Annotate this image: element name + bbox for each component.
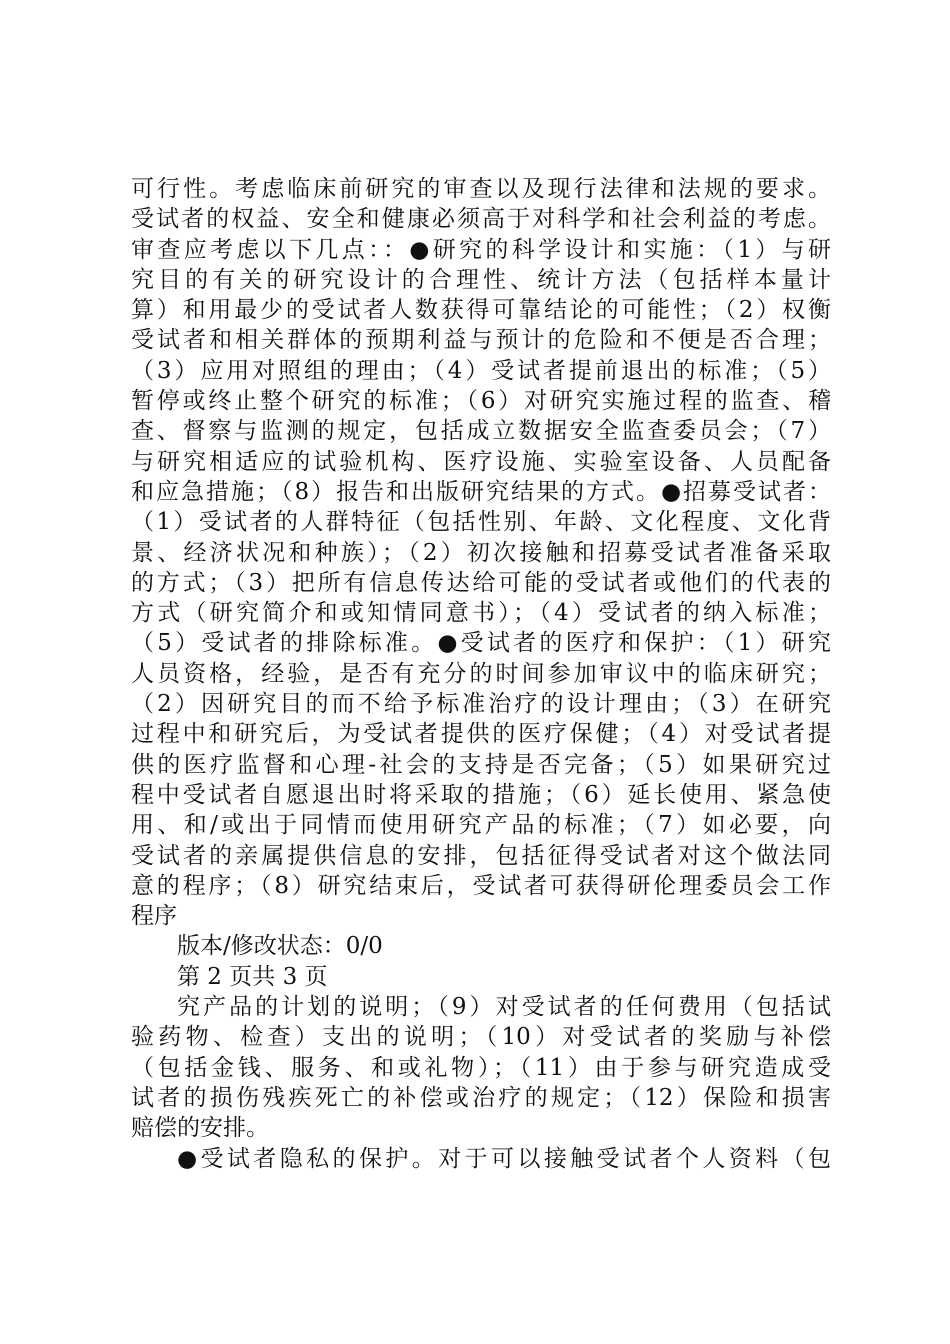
text-line: 算）和用最少的受试者人数获得可靠结论的可能性；（2）权衡 xyxy=(131,297,831,324)
text-line: 人员资格，经验，是否有充分的时间参加审议中的临床研究； xyxy=(131,660,831,687)
text-line: 用、和/或出于同情而使用研究产品的标准；（7）如必要，向 xyxy=(131,812,831,839)
text-line: 意的程序；（8）研究结束后，受试者可获得研伦理委员会工作 xyxy=(131,872,831,899)
text-line: （3）应用对照组的理由；（4）受试者提前退出的标准；（5） xyxy=(131,357,831,384)
text-line: （1）受试者的人群特征（包括性别、年龄、文化程度、文化背 xyxy=(131,509,831,536)
text-line: 审查应考虑以下几点：：●研究的科学设计和实施：（1）与研 xyxy=(131,236,831,263)
text-line: 供的医疗监督和心理-社会的支持是否完备；（5）如果研究过 xyxy=(131,751,831,778)
text-line: 程序 xyxy=(131,903,177,930)
text-line: 究目的有关的研究设计的合理性、统计方法（包括样本量计 xyxy=(131,266,831,293)
text-line: 方式（研究简介和或知情同意书）；（4）受试者的纳入标准； xyxy=(131,600,831,627)
text-line: 与研究相适应的试验机构、医疗设施、实验室设备、人员配备 xyxy=(131,448,831,475)
text-line: 过程中和研究后，为受试者提供的医疗保健；（4）对受试者提 xyxy=(131,721,831,748)
text-line: 受试者和相关群体的预期利益与预计的危险和不便是否合理； xyxy=(131,327,831,354)
text-line: ●受试者隐私的保护。对于可以接触受试者个人资料（包 xyxy=(177,1145,831,1172)
text-line: 的方式；（3）把所有信息传达给可能的受试者或他们的代表的 xyxy=(131,569,831,596)
text-line: 景、经济状况和种族）；（2）初次接触和招募受试者准备采取 xyxy=(131,539,831,566)
text-line: 试者的损伤残疾死亡的补偿或治疗的规定；（12）保险和损害 xyxy=(131,1084,831,1111)
page-indicator: 第 2 页共 3 页 xyxy=(177,963,328,990)
text-line: （2）因研究目的而不给予标准治疗的设计理由；（3）在研究 xyxy=(131,691,831,718)
text-line: 究产品的计划的说明；（9）对受试者的任何费用（包括试 xyxy=(177,994,831,1021)
text-line: （包括金钱、服务、和或礼物）；（11）由于参与研究造成受 xyxy=(131,1054,831,1081)
text-line: 受试者的权益、安全和健康必须高于对科学和社会利益的考虑。 xyxy=(131,206,831,233)
text-line: 和应急措施；（8）报告和出版研究结果的方式。●招募受试者： xyxy=(131,478,831,505)
text-line: 受试者的亲属提供信息的安排，包括征得受试者对这个做法同 xyxy=(131,842,831,869)
version-status: 版本/修改状态：0/0 xyxy=(177,933,383,960)
text-line: 赔偿的安排。 xyxy=(131,1115,269,1142)
text-line: （5）受试者的排除标准。●受试者的医疗和保护：（1）研究 xyxy=(131,630,831,657)
text-line: 查、督察与监测的规定，包括成立数据安全监查委员会；（7） xyxy=(131,418,831,445)
document-body xyxy=(131,174,831,1174)
text-line: 程中受试者自愿退出时将采取的措施；（6）延长使用、紧急使 xyxy=(131,781,831,808)
text-line: 验药物、检查）支出的说明；（10）对受试者的奖励与补偿 xyxy=(131,1024,831,1051)
text-line: 可行性。考虑临床前研究的审查以及现行法律和法规的要求。 xyxy=(131,176,831,202)
text-line: 暂停或终止整个研究的标准；（6）对研究实施过程的监查、稽 xyxy=(131,388,831,415)
